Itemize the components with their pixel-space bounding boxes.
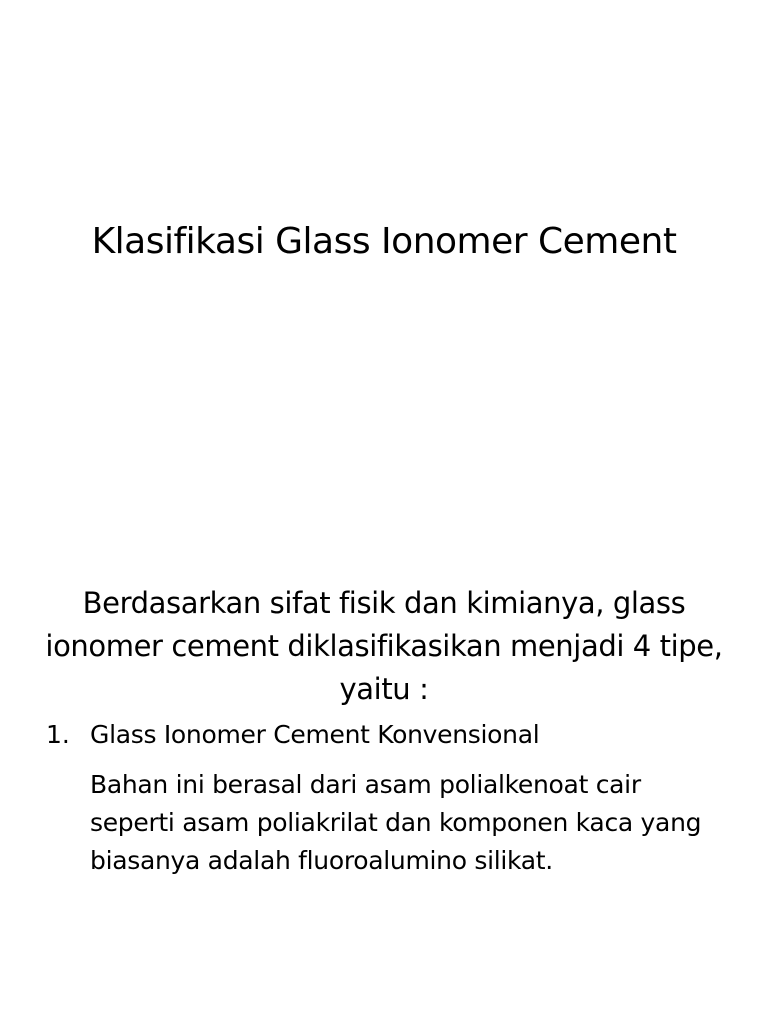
classification-list: [40, 716, 730, 880]
list-item-number: 1.: [46, 720, 70, 749]
list-item-heading: Glass Ionomer Cement Konvensional: [90, 720, 540, 749]
intro-paragraph: Berdasarkan sifat fisik dan kimianya, glass ionomer cement diklasifikasikan menjadi 4 tipe, yaitu :: [45, 586, 723, 706]
list-item: [40, 716, 730, 880]
list-item-description: Bahan ini berasal dari asam polialkenoat cair seperti asam poliakrilat dan komponen kaca yang biasanya adalah fluoroalumino silikat.: [90, 770, 702, 875]
slide-title: Klasifikasi Glass Ionomer Cement: [91, 221, 677, 262]
